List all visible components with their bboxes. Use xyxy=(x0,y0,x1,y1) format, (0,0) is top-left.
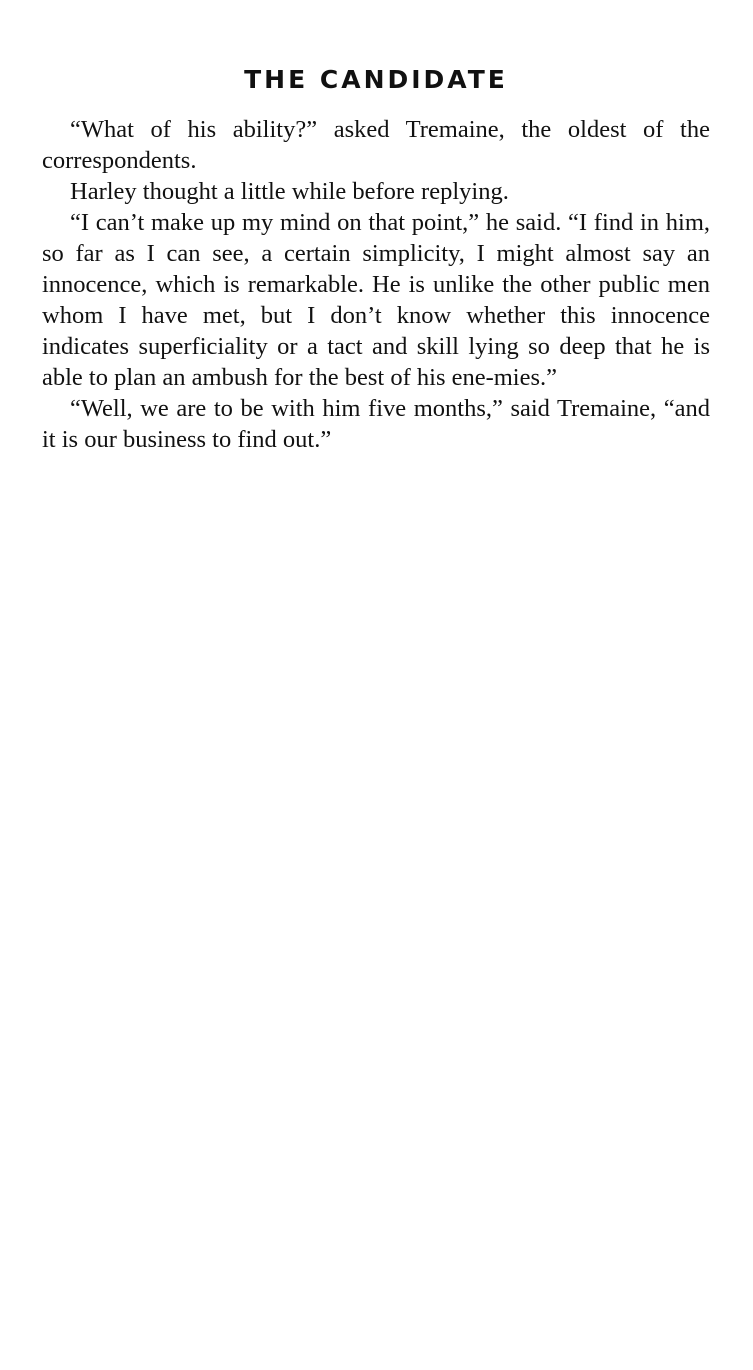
body-text xyxy=(42,114,710,455)
book-page xyxy=(42,62,710,455)
running-head: THE CANDIDATE xyxy=(244,65,508,94)
paragraph: “Well, we are to be with him five months,” said Tremaine, “and it is our business to find out.” xyxy=(42,395,710,453)
paragraph: Harley thought a little while before replying. xyxy=(70,178,509,205)
paragraph: “What of his ability?” asked Tremaine, the oldest of the correspondents. xyxy=(42,116,710,174)
paragraph: “I can’t make up my mind on that point,” he said. “I find in him, so far as I can see, a certain simplicity, I might almost say an innocence, which is remarkable. He is unlike the other public men whom I have met, but I don’t know whether this innocence indicates superficiality or a tact and skill lying so deep that he is able to plan an ambush for the best of his ene-mies.” xyxy=(42,209,710,391)
